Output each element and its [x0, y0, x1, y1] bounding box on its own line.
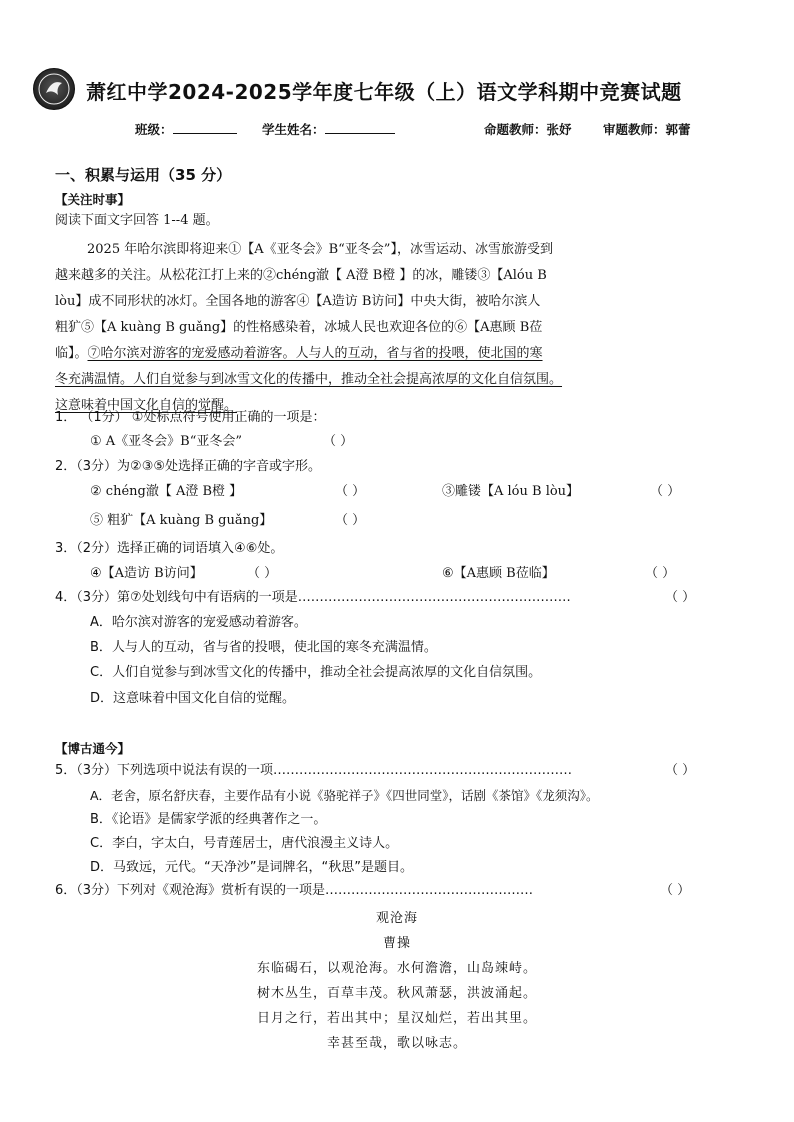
student-name-field: [262, 120, 395, 138]
poem-line: 日月之行，若出其中；星汉灿烂，若出其里。: [256, 1011, 537, 1026]
question-4-stem: 4．（3分）第⑦处划线句中有语病的一项是………………………………………………………: [55, 590, 571, 605]
setter-label: 命题教师：张妤: [484, 122, 572, 137]
question-2-option-a: ② chéng澈【 A澄 B橙 】: [90, 484, 243, 499]
passage-line: 粗犷⑤【A kuàng B guǎng】的性格感染着，冰城人民也欢迎各位的⑥【A惠顾 B莅: [55, 320, 543, 335]
class-field: [135, 120, 237, 138]
question-2-answer-a[interactable]: （ ）: [335, 484, 366, 499]
poem-line: 树木丛生，百草丰茂。秋风萧瑟，洪波涌起。: [256, 986, 537, 1001]
question-4-option-b: B．人与人的互动，省与省的投喂，使北国的寒冬充满温情。: [90, 640, 437, 655]
question-6-stem: 6．（3分）下列对《观沧海》赏析有误的一项是…………………………………………: [55, 883, 534, 898]
passage-line: 越来越多的关注。从松花江打上来的②chéng澈【 A澄 B橙 】的冰，雕镂③【Alóu B: [55, 268, 547, 283]
section-1-title: 一、积累与运用（35 分）: [55, 166, 232, 184]
question-4-option-d: D．这意味着中国文化自信的觉醒。: [90, 691, 296, 706]
question-2-answer-b[interactable]: （ ）: [650, 484, 681, 499]
question-1-answer[interactable]: （ ）: [323, 434, 354, 449]
exam-title: 萧红中学2024-2025学年度七年级（上）语文学科期中竞赛试题: [86, 80, 682, 104]
poem-line: 东临碣石，以观沧海。水何澹澹，山岛竦峙。: [256, 961, 537, 976]
question-3-stem: 3．（2分）选择正确的词语填入④⑥处。: [55, 541, 284, 556]
reviewer-label: 审题教师：郭蕾: [603, 122, 691, 137]
question-3-option-b: ⑥【A惠顾 B莅临】: [442, 566, 555, 581]
poem-line: 幸甚至哉，歌以咏志。: [326, 1036, 467, 1051]
question-1-stem: 1． （1分） ①处标点符号使用正确的一项是：: [55, 410, 326, 425]
school-logo: [33, 68, 75, 110]
question-5-answer[interactable]: （ ）: [665, 763, 696, 778]
tag-ancient-modern: 【博古通今】: [55, 741, 131, 756]
question-3-answer-b[interactable]: （ ）: [645, 566, 676, 581]
question-1-option: ① A《亚冬会》B“亚冬会”: [90, 434, 243, 449]
student-name-label: 学生姓名：: [262, 122, 325, 137]
question-5-option-c: C．李白，字太白，号青莲居士，唐代浪漫主义诗人。: [90, 836, 399, 851]
school-emblem-icon: [34, 69, 74, 109]
question-2-stem: 2．（3分）为②③⑤处选择正确的字音或字形。: [55, 459, 322, 474]
question-4-option-a: A．哈尔滨对游客的宠爱感动着游客。: [90, 615, 307, 630]
question-5-option-a: A．老舍，原名舒庆春，主要作品有小说《骆驼祥子》《四世同堂》，话剧《茶馆》《龙须沟》。: [90, 788, 599, 803]
reading-intro: 阅读下面文字回答 1--4 题。: [55, 213, 219, 228]
underlined-sentence: ⑦哈尔滨对游客的宠爱感动着游客。人与人的互动，省与省的投喂，使北国的寒: [87, 346, 543, 361]
underlined-sentence: 这意味着中国文化自信的觉醒。: [55, 398, 238, 413]
class-label: 班级：: [135, 122, 173, 137]
class-blank[interactable]: [173, 121, 237, 134]
underlined-sentence: 冬充满温情。人们自觉参与到冰雪文化的传播中，推动全社会提高浓厚的文化自信氛围。: [55, 372, 563, 387]
question-2-answer-c[interactable]: （ ）: [335, 513, 366, 528]
passage-line: 临】。⑦哈尔滨对游客的宠爱感动着游客。人与人的互动，省与省的投喂，使北国的寒: [55, 346, 543, 361]
reading-passage: [55, 237, 745, 419]
question-3-option-a: ④【A造访 B访问】: [90, 566, 203, 581]
student-name-blank[interactable]: [325, 121, 395, 134]
question-2-option-b: ③雕镂【A lóu B lòu】: [442, 484, 580, 499]
poem-author: 曹操: [382, 936, 411, 951]
poem-title: 观沧海: [375, 911, 418, 926]
question-5-option-d: D．马致远，元代。“天净沙”是词牌名，“秋思”是题目。: [90, 860, 413, 875]
question-4-option-c: C．人们自觉参与到冰雪文化的传播中，推动全社会提高浓厚的文化自信氛围。: [90, 665, 542, 680]
question-3-answer-a[interactable]: （ ）: [247, 566, 278, 581]
question-5-option-b: B．《论语》是儒家学派的经典著作之一。: [90, 812, 327, 827]
question-4-answer[interactable]: （ ）: [665, 590, 696, 605]
passage-line: lòu】成不同形状的冰灯。全国各地的游客④【A造访 B访问】中央大街，被哈尔滨人: [55, 294, 541, 309]
question-5-stem: 5．（3分）下列选项中说法有误的一项……………………………………………………………: [55, 763, 573, 778]
question-6-answer[interactable]: （ ）: [660, 883, 691, 898]
tag-current-affairs: 【关注时事】: [55, 192, 131, 207]
passage-line: 2025 年哈尔滨即将迎来①【A《亚冬会》B“亚冬会”】，冰雪运动、冰雪旅游受到: [87, 242, 553, 257]
question-2-option-c: ⑤ 粗犷【A kuàng B guǎng】: [90, 513, 273, 528]
